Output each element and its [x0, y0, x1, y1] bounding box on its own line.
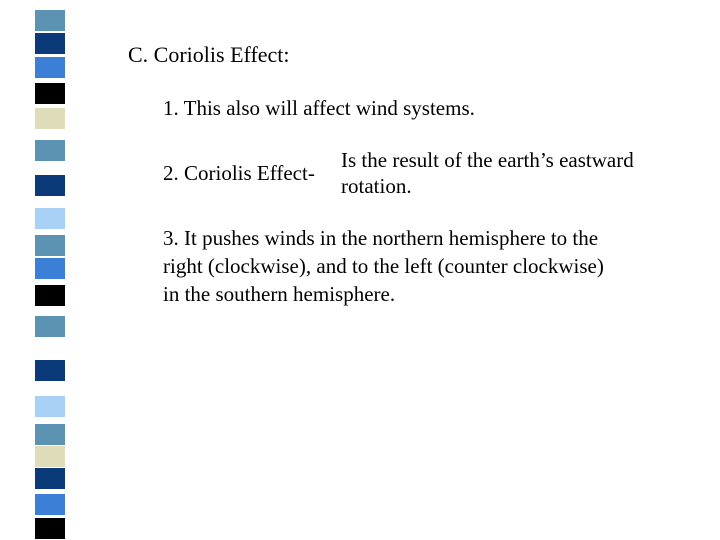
stripe-block: [35, 33, 65, 54]
stripe-block: [35, 57, 65, 78]
point-2-definition: [341, 147, 634, 199]
stripe-block: [35, 396, 65, 417]
point-2-definition-line: Is the result of the earth’s eastward: [341, 148, 634, 172]
stripe-block: [35, 108, 65, 129]
point-3-line: in the southern hemisphere.: [163, 282, 396, 306]
stripe-block: [35, 175, 65, 196]
stripe-block: [35, 468, 65, 489]
bullet-point-3: [163, 224, 708, 308]
stripe-block: [35, 140, 65, 161]
stripe-block: [35, 424, 65, 445]
stripe-block: [35, 446, 65, 467]
stripe-block: [35, 316, 65, 337]
point-2-definition-line: rotation.: [341, 174, 412, 198]
stripe-block: [35, 285, 65, 306]
stripe-block: [35, 235, 65, 256]
point-2-label: 2. Coriolis Effect-: [163, 161, 315, 185]
point-3-line: right (clockwise), and to the left (counter clockwise): [163, 254, 604, 278]
bullet-point-1: 1. This also will affect wind systems.: [163, 96, 475, 120]
decorative-stripe: [35, 0, 65, 540]
stripe-block: [35, 494, 65, 515]
slide-heading: C. Coriolis Effect:: [128, 42, 290, 67]
stripe-block: [35, 10, 65, 31]
point-3-line: 3. It pushes winds in the northern hemisphere to the: [163, 226, 599, 250]
stripe-block: [35, 518, 65, 539]
stripe-block: [35, 208, 65, 229]
stripe-block: [35, 360, 65, 381]
stripe-block: [35, 83, 65, 104]
stripe-block: [35, 258, 65, 279]
